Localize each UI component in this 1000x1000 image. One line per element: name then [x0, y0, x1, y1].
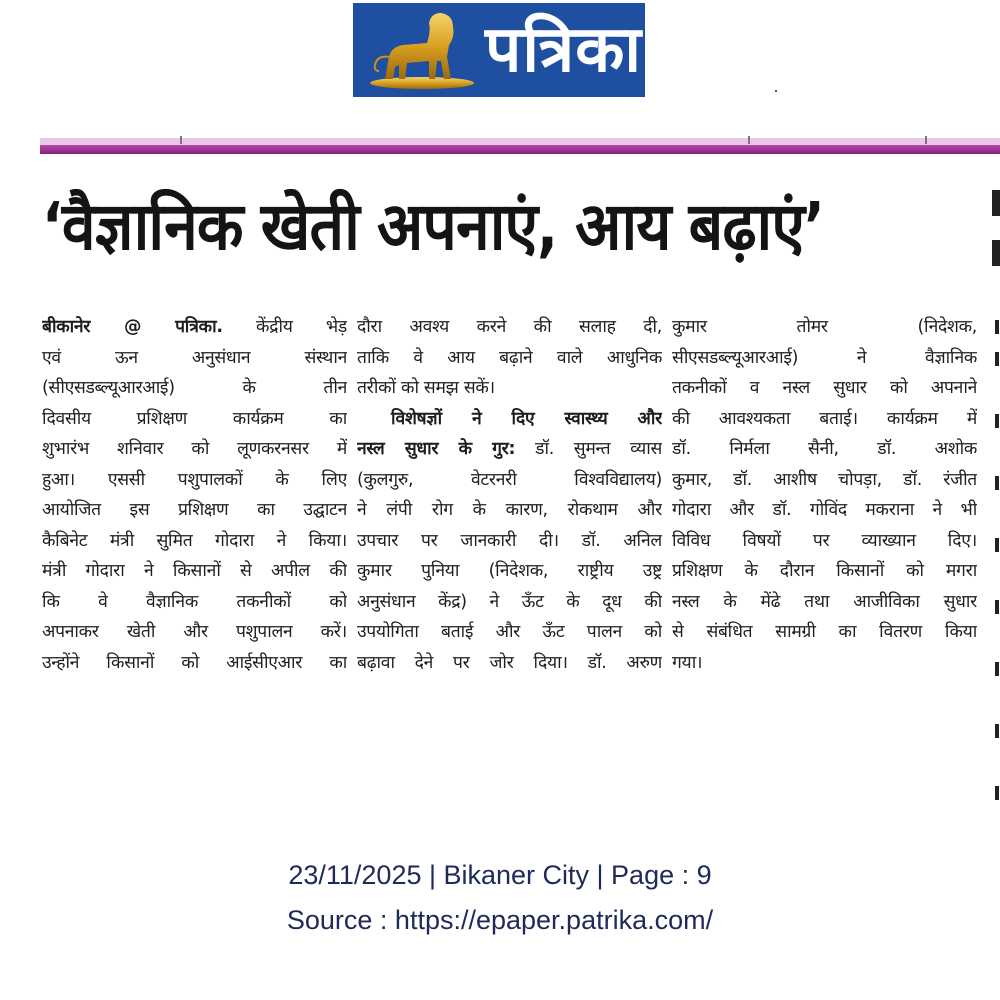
text-line: उपयोगिता बताई और ऊँट पालन को — [357, 622, 662, 642]
text-line: मंत्री गोदारा ने किसानों से अपील की — [42, 561, 347, 581]
golden-lion-icon — [367, 9, 477, 91]
text-line: एवं ऊन अनुसंधान संस्थान — [42, 347, 347, 368]
masthead-title: पत्रिका — [485, 13, 642, 87]
article-column-2 — [357, 312, 662, 678]
text-line: कुमार तोमर (निदेशक, — [672, 317, 977, 337]
divider-tick — [925, 136, 927, 144]
text-line: कि वे वैज्ञानिक तकनीकों को — [42, 591, 347, 612]
text-line: उन्होंने किसानों को आईसीएआर का — [42, 652, 347, 673]
text-line: उपचार पर जानकारी दी। डॉ. अनिल — [357, 530, 662, 551]
article-column-1 — [42, 312, 347, 678]
text-line: अनुसंधान केंद्र) ने ऊँट के दूध की — [357, 591, 662, 612]
text-line: नस्ल के मेंढे तथा आजीविका सुधार — [672, 591, 977, 612]
text-line: हुआ। एससी पशुपालकों के लिए — [42, 469, 347, 490]
subheading-line: विशेषज्ञों ने दिए स्वास्थ्य और — [391, 408, 662, 429]
text-line: कुमार, डॉ. आशीष चोपड़ा, डॉ. रंजीत — [672, 469, 977, 490]
text-line: सीएसडब्ल्यूआरआई) ने वैज्ञानिक — [672, 347, 977, 368]
section-divider-light — [40, 138, 1000, 145]
text-line: दिवसीय प्रशिक्षण कार्यक्रम का — [42, 408, 347, 429]
text-line: से संबंधित सामग्री का वितरण किया — [672, 622, 977, 642]
divider-tick — [180, 136, 182, 144]
text-line: गया। — [672, 652, 703, 673]
text-line: अपनाकर खेती और पशुपालन करें। — [42, 622, 347, 642]
scan-artifact — [775, 90, 777, 92]
text-line: प्रशिक्षण के दौरान किसानों को मगरा — [672, 561, 977, 581]
text-line: दौरा अवश्य करने की सलाह दी, — [357, 317, 662, 337]
text-line: (कुलगुरु, वेटरनरी विश्वविद्यालय) — [357, 469, 662, 490]
article-headline: ‘वैज्ञानिक खेती अपनाएं, आय बढ़ाएं’ — [42, 188, 824, 265]
edition-info: 23/11/2025 | Bikaner City | Page : 9 — [288, 860, 712, 890]
source-info: Source : https://epaper.patrika.com/ — [286, 905, 714, 935]
text-line: कैबिनेट मंत्री सुमित गोदारा ने किया। — [42, 530, 347, 551]
section-divider-dark — [40, 145, 1000, 154]
subheading-line: नस्ल सुधार के गुर: डॉ. सुमन्त व्यास — [357, 439, 662, 459]
text-line: शुभारंभ शनिवार को लूणकरनसर में — [42, 439, 347, 459]
dateline-line: बीकानेर @ पत्रिका. केंद्रीय भेड़ — [42, 317, 347, 337]
text-line: तरीकों को समझ सकें। — [357, 378, 495, 398]
text-line: कुमार पुनिया (निदेशक, राष्ट्रीय उष्ट्र — [357, 561, 662, 581]
subheading: नस्ल सुधार के गुर: — [357, 439, 516, 459]
text-line: (सीएसडब्ल्यूआरआई) के तीन — [42, 378, 347, 398]
text-line: आयोजित इस प्रशिक्षण का उद्घाटन — [42, 500, 347, 520]
text-line: तकनीकों व नस्ल सुधार को अपनाने — [672, 378, 977, 398]
patrika-masthead — [353, 3, 645, 97]
divider-tick — [748, 136, 750, 144]
text-line: की आवश्यकता बताई। कार्यक्रम में — [672, 408, 977, 429]
text-line: डॉ. निर्मला सैनी, डॉ. अशोक — [672, 439, 977, 459]
dateline: बीकानेर @ पत्रिका. — [42, 317, 223, 337]
adjacent-article-fragment — [990, 180, 1000, 820]
text-line: विविध विषयों पर व्याख्यान दिए। — [672, 530, 977, 551]
text-line: बढ़ावा देने पर जोर दिया। डॉ. अरुण — [357, 652, 662, 673]
text-line: ने लंपी रोग के कारण, रोकथाम और — [357, 500, 662, 520]
article-column-3 — [672, 312, 977, 678]
text-line: गोदारा और डॉ. गोविंद मकराना ने भी — [672, 500, 977, 520]
text-line: ताकि वे आय बढ़ाने वाले आधुनिक — [357, 347, 662, 368]
